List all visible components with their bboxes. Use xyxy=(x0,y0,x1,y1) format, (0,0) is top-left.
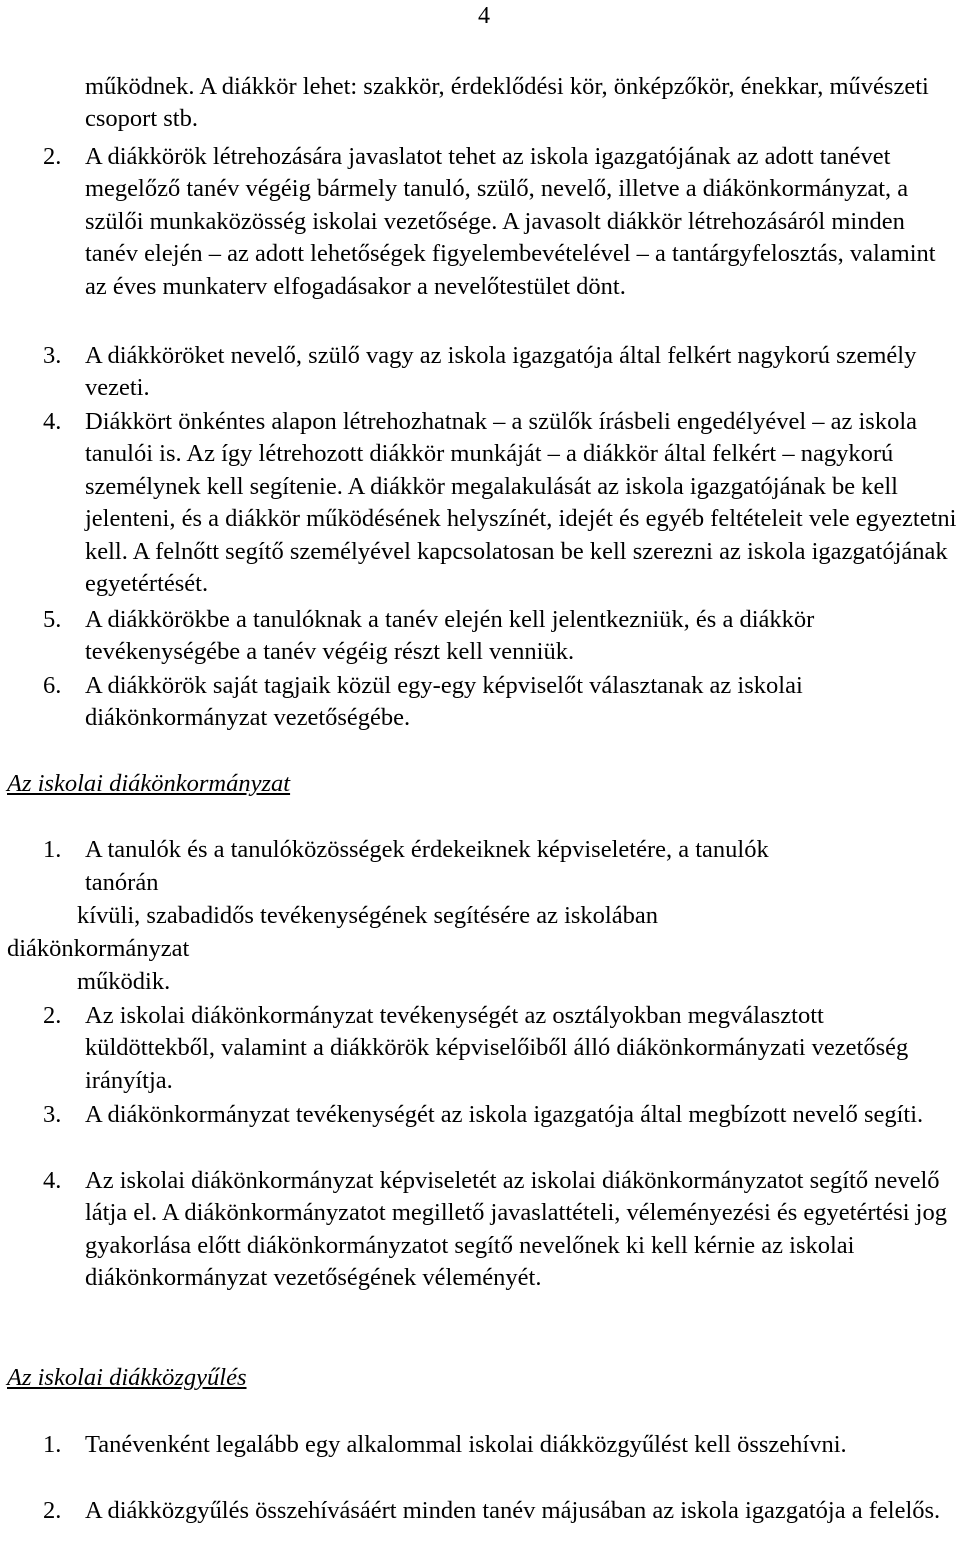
list-number: 6. xyxy=(43,672,62,699)
page-number: 4 xyxy=(478,3,490,29)
list-item-diakkor-2 xyxy=(7,141,957,303)
list-text: Diákkört önkéntes alapon létrehozhatnak – a szülők írásbeli engedélyével – az iskola tanulói is. Az így létrehozott diákkör munkáját – a diákkör által felkért – nagykorú személynek kell segítenie. A diákkör megalakulását az iskola igazgatójának be kell jelenteni, és a diákkör működésének helyszínét, idejét és egyéb feltételeit vele egyeztetni kell. A felnőtt segítő személyével kapcsolatosan be kell szerezni az iskola igazgatójának egyetértését. xyxy=(85,408,957,598)
list-item-continuation xyxy=(7,71,957,136)
list-text: A diákkörök létrehozására javaslatot tehet az iskola igazgatójának az adott tanévet megelőző tanév végéig bármely tanuló, szülő, nevelő, illetve a diákönkormányzat, a szülői munkaközösség iskolai vezetősége. A javasolt diákkör létrehozásáról minden tanév elején – az adott lehetőségek figyelembevételével – a tantárgyfelosztás, valamint az éves munkaterv elfogadásakor a nevelőtestület dönt. xyxy=(85,143,936,300)
list-item-onkormanyzat-3 xyxy=(7,1099,957,1131)
list-number: 2. xyxy=(43,1002,62,1029)
list-number: 1. xyxy=(43,1431,62,1458)
list-item-kozgyules-2 xyxy=(7,1495,957,1527)
list-text: A diákköröket nevelő, szülő vagy az iskola igazgatója által felkért nagykorú személy vezeti. xyxy=(85,342,917,402)
list-item-diakkor-4 xyxy=(7,406,957,600)
list-text: A diákönkormányzat tevékenységét az iskola igazgatója által megbízott nevelő segíti. xyxy=(85,1101,924,1128)
list-item-kozgyules-1 xyxy=(7,1429,957,1461)
section-heading-diakkozgyules: Az iskolai diákközgyűlés xyxy=(7,1364,247,1391)
list-number: 5. xyxy=(43,606,62,633)
list-number: 3. xyxy=(43,1101,62,1128)
list-number: 4. xyxy=(43,1167,62,1194)
list-number: 1. xyxy=(43,836,62,863)
list-text-line: A tanulók és a tanulóközösségek érdekeiknek képviseletére, a tanulók xyxy=(85,836,769,863)
list-item-onkormanyzat-2 xyxy=(7,1000,957,1097)
list-text-line: kívüli, szabadidős tevékenységének segítésére az iskolában xyxy=(77,902,658,929)
list-number: 3. xyxy=(43,342,62,369)
list-text-line: működik. xyxy=(77,968,171,995)
list-item-diakkor-5 xyxy=(7,604,957,669)
list-text: Az iskolai diákönkormányzat képviseletét az iskolai diákönkormányzatot segítő nevelő látja el. A diákönkormányzatot megillető javaslattételi, véleményezési és egyetértési jog gyakorlása előtt diákönkormányzatot segítő nevelőnek ki kell kérnie az iskolai diákönkormányzat vezetőségének véleményét. xyxy=(85,1167,947,1292)
list-text-line: tanórán xyxy=(85,869,159,896)
list-text: Tanévenként legalább egy alkalommal iskolai diákközgyűlést kell összehívni. xyxy=(85,1431,847,1458)
list-item-diakkor-3 xyxy=(7,340,957,405)
list-text: Az iskolai diákönkormányzat tevékenységét az osztályokban megválasztott küldöttekből, valamint a diákkörök képviselőiből álló diákönkormányzati vezetőség irányítja. xyxy=(85,1002,909,1094)
list-text-line: diákönkormányzat xyxy=(7,935,190,962)
section-heading-diakonkormanyzat: Az iskolai diákönkormányzat xyxy=(7,770,291,797)
list-text: A diákközgyűlés összehívásáért minden tanév májusában az iskola igazgatója a felelős. xyxy=(85,1497,941,1524)
list-item-diakkor-6 xyxy=(7,670,957,735)
list-text: A diákkörök saját tagjaik közül egy-egy képviselőt választanak az iskolai diákönkormányzat vezetőségébe. xyxy=(85,672,803,732)
list-item-onkormanyzat-4 xyxy=(7,1165,957,1295)
list-number: 2. xyxy=(43,143,62,170)
list-number: 2. xyxy=(43,1497,62,1524)
continuation-text: működnek. A diákkör lehet: szakkör, érdeklődési kör, önképzőkör, énekkar, művészeti csoport stb. xyxy=(85,73,929,133)
list-text: A diákkörökbe a tanulóknak a tanév elején kell jelentkezniük, és a diákkör tevékenységébe a tanév végéig részt kell venniük. xyxy=(85,606,815,666)
list-number: 4. xyxy=(43,408,62,435)
